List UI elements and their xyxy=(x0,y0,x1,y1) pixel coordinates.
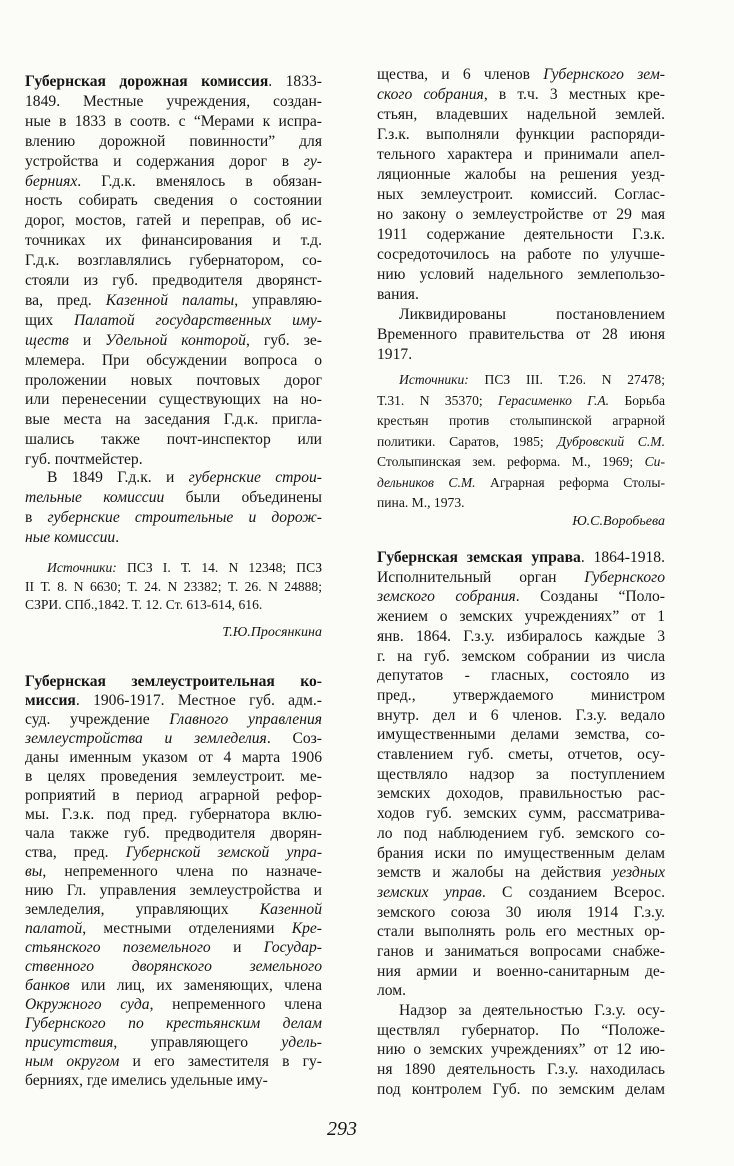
text-line xyxy=(377,725,665,745)
sources-line xyxy=(377,452,665,472)
text-span: ществлял губернатор. По “Положе- xyxy=(377,1021,665,1039)
page-number: 293 xyxy=(327,1118,357,1140)
text-span: даны именным указом от 4 марта 1906 xyxy=(25,749,322,766)
text-line xyxy=(25,152,322,172)
text-span: депутатов - гласных, состояло из xyxy=(377,667,665,685)
text-line xyxy=(25,881,322,901)
text-line xyxy=(25,331,322,351)
text-line xyxy=(25,1071,322,1091)
text-span: нию Гл. управления землеустройства и xyxy=(25,882,322,899)
text-line xyxy=(25,172,322,192)
text-span: под контролем Губ. по земским делам xyxy=(377,1080,665,1098)
text-span: ганов и заниматься вопросами снабже- xyxy=(377,943,665,960)
text-span: были объединены xyxy=(164,489,322,506)
text-span: 1911 содержание деятельности Г.з.к. xyxy=(377,226,665,243)
text-line xyxy=(377,922,665,942)
sources-line xyxy=(25,595,322,615)
text-line xyxy=(25,672,322,692)
text-line xyxy=(377,627,665,647)
text-span: . 1833- xyxy=(268,73,322,90)
text-span: и xyxy=(210,939,264,956)
text-span: устройства и содержания дорог в xyxy=(25,152,304,170)
italic-text: дельников С.М. xyxy=(377,474,476,490)
text-span: ло под наблюдением губ. земского со- xyxy=(377,824,665,842)
text-line xyxy=(377,784,665,804)
text-line xyxy=(399,1001,665,1021)
text-line xyxy=(25,291,322,311)
text-line xyxy=(377,962,665,982)
text-span: брания иски по имущественным делам xyxy=(377,844,665,862)
italic-text: ным округом xyxy=(25,1053,120,1070)
text-line xyxy=(377,1021,665,1041)
text-line xyxy=(25,371,322,391)
italic-text: палатой xyxy=(25,920,83,937)
italic-text: уездных xyxy=(612,864,665,882)
text-span: земских доходов, правильностью рас- xyxy=(377,785,665,803)
text-span: ства, пред. xyxy=(25,844,126,861)
text-span: сосредоточилось на работе по улучше- xyxy=(377,246,665,263)
text-span: губ. почтмейстер. xyxy=(25,451,143,469)
article-title: миссия xyxy=(25,692,76,709)
text-span: имущественными делами земства, со- xyxy=(377,726,665,744)
sources-line xyxy=(377,432,665,452)
text-span: нию о земских учреждениях” от 12 ию- xyxy=(377,1041,665,1059)
text-span: , непременного члена по назначе- xyxy=(42,863,322,880)
text-span: стали выполнять роль его местных ор- xyxy=(377,923,665,941)
text-line xyxy=(25,691,322,711)
text-line xyxy=(377,225,665,245)
text-span: ходов губ. земских сумм, рассматрива- xyxy=(377,805,665,823)
text-line xyxy=(25,710,322,730)
text-span: млемера. При обсуждении вопроса о xyxy=(25,351,322,369)
italic-text: ществ xyxy=(25,331,69,349)
text-line xyxy=(377,145,665,165)
text-span: пред., утверждаемого министром xyxy=(377,686,665,704)
text-line xyxy=(25,92,322,112)
text-span: , управляющего xyxy=(113,1034,282,1051)
text-line xyxy=(25,824,322,844)
text-line xyxy=(25,1052,322,1072)
article-title: Губернская дорожная комиссия xyxy=(25,73,269,90)
sources-line xyxy=(377,411,665,431)
text-line xyxy=(25,729,322,749)
text-span: . Созданы “Поло- xyxy=(515,588,666,606)
italic-text: губернские строительные и дорож- xyxy=(47,509,322,526)
italic-text: Источники: xyxy=(399,372,469,387)
text-span: . С созданием Всерос. xyxy=(481,883,665,901)
italic-text: земского собрания xyxy=(377,588,516,606)
text-span: вания. xyxy=(377,286,419,303)
text-line xyxy=(25,805,322,825)
text-span: ня 1890 деятельность Г.з.у. находилась xyxy=(377,1061,665,1079)
italic-text: Кре- xyxy=(291,920,322,937)
text-line xyxy=(377,325,665,345)
italic-text: удель- xyxy=(281,1034,322,1051)
sources-line xyxy=(377,473,665,493)
text-span: II Т. 8. N 6630; Т. 24. N 23382; Т. 26. N 24888; xyxy=(25,578,322,594)
article-author xyxy=(377,512,665,532)
text-span: тельного характера и принимали апел- xyxy=(377,146,665,163)
text-span: щих xyxy=(25,311,74,329)
text-span: стояли из губ. предводителя дворянст- xyxy=(25,272,322,289)
italic-text: берниях xyxy=(25,172,78,190)
italic-text: ственного дворянского земельного xyxy=(25,958,322,975)
sources-line xyxy=(25,577,322,597)
text-span: . 1864-1918. xyxy=(580,549,665,566)
text-span: роприятий в период аграрной рефор- xyxy=(25,787,322,804)
text-line xyxy=(25,132,322,152)
text-span: шались также почт-инспектор или xyxy=(25,431,322,449)
text-line xyxy=(377,568,665,588)
text-line xyxy=(377,548,665,568)
italic-text: Си- xyxy=(644,454,665,469)
text-span: точниках их финансирования и т.д. xyxy=(25,232,322,250)
text-span: , в т.ч. 3 местных кре- xyxy=(483,86,665,103)
text-span: Надзор за деятельностью Г.з.у. осу- xyxy=(399,1002,665,1019)
text-line xyxy=(377,1040,665,1060)
italic-text: губернские строи- xyxy=(188,469,322,486)
text-span: стьян, владевших надельной землей. xyxy=(377,106,665,123)
text-line xyxy=(25,488,322,508)
text-span: земледелия, управляющих xyxy=(25,901,260,918)
italic-text: Палатой государственных иму- xyxy=(73,311,322,329)
text-span: и его заместителя в гу- xyxy=(119,1053,322,1070)
text-line xyxy=(377,245,665,265)
text-line xyxy=(377,863,665,883)
text-span: ставлением губ. сметы, отчетов, осу- xyxy=(377,746,665,763)
article-title: Губернская земская управа xyxy=(377,549,581,566)
text-span: г. на губ. земском собрании из числа xyxy=(377,647,665,665)
text-line xyxy=(377,706,665,726)
text-line xyxy=(377,942,665,962)
text-span: лом. xyxy=(377,982,407,1000)
text-line xyxy=(25,311,322,331)
text-span: или перенесении существующих на но- xyxy=(25,391,322,409)
text-line xyxy=(377,1080,665,1100)
text-span: , местными отделениями xyxy=(82,920,292,937)
italic-text: Герасименко Г.А. xyxy=(498,392,610,408)
text-span: ПСЗ I. Т. 14. N 12348; ПСЗ xyxy=(116,560,322,575)
text-line xyxy=(25,191,322,211)
text-span: в целях проведения землеустроит. ме- xyxy=(25,768,322,785)
sources-line xyxy=(377,493,665,513)
text-line xyxy=(25,786,322,806)
text-line xyxy=(377,345,665,365)
text-line xyxy=(377,165,665,185)
text-line xyxy=(25,748,322,768)
text-span: Исполнительный орган xyxy=(377,568,585,586)
italic-text: Губернского по крестьянским делам xyxy=(25,1015,322,1032)
text-line xyxy=(25,919,322,939)
text-span: земств и жалобы на действия xyxy=(377,864,613,882)
text-line xyxy=(377,686,665,706)
text-span: Т.Ю.Просянкина xyxy=(222,625,322,640)
text-line xyxy=(377,844,665,864)
text-line xyxy=(25,938,322,958)
text-line xyxy=(25,72,322,92)
text-span: Столыпинская зем. реформа. М., 1969; xyxy=(377,454,645,469)
italic-text: Государ- xyxy=(263,939,322,956)
text-line xyxy=(25,112,322,132)
text-span: внутр. дел и 6 членов. Г.з.у. ведало xyxy=(377,706,665,724)
article-title: Губернская землеустроительная ко- xyxy=(25,673,322,690)
text-span: янв. 1864. Г.з.у. избиралось каждые 3 xyxy=(377,627,665,645)
text-span: крестьян против столыпинской аграрной xyxy=(377,413,665,428)
text-line xyxy=(47,468,322,488)
text-line xyxy=(25,508,322,528)
text-span: 1917. xyxy=(377,346,413,363)
text-line xyxy=(25,351,322,371)
text-line xyxy=(25,862,322,882)
text-span: ляционные жалобы на решения уезд- xyxy=(377,166,665,183)
text-line xyxy=(25,995,322,1015)
text-span: ПСЗ III. Т.26. N 27478; xyxy=(468,372,665,387)
text-span: ные в 1833 в соотв. с “Мерами к испра- xyxy=(25,112,322,130)
text-line xyxy=(377,765,665,785)
text-span: но закону о землеустройстве от 29 мая xyxy=(377,206,665,223)
text-line xyxy=(25,976,322,996)
sources-line xyxy=(47,558,322,578)
text-line xyxy=(377,607,665,627)
italic-text: вы xyxy=(25,863,43,880)
text-span: Ликвидированы постановлением xyxy=(399,306,665,323)
text-line xyxy=(25,843,322,863)
text-line xyxy=(25,900,322,920)
text-span: . xyxy=(115,529,120,546)
text-span: 1849. Местные учреждения, создан- xyxy=(25,92,322,110)
text-span: чала также губ. предводителя дворян- xyxy=(25,825,322,842)
text-line xyxy=(377,65,665,85)
text-span: . Г.д.к. вменялось в обязан- xyxy=(77,172,322,190)
text-span: влению дорожной повинности” для xyxy=(25,132,322,150)
text-line xyxy=(25,1014,322,1034)
italic-text: присутствия xyxy=(25,1034,114,1051)
text-span: Г.д.к. возглавлялись губернатором, со- xyxy=(25,252,322,270)
text-line xyxy=(377,745,665,765)
text-line xyxy=(25,231,322,251)
text-line xyxy=(25,211,322,231)
text-span: Аграрная реформа Столы- xyxy=(475,474,665,490)
text-span: Г.з.к. выполняли функции распоряди- xyxy=(377,126,665,143)
text-span: или лиц, их заменяющих, члена xyxy=(69,977,322,994)
text-line xyxy=(25,271,322,291)
text-span: жением о земских учреждениях” от 1 xyxy=(377,608,665,626)
text-span: суд. учреждение xyxy=(25,711,170,728)
sources-line xyxy=(377,391,665,411)
text-line xyxy=(377,265,665,285)
sources-line xyxy=(399,370,665,390)
text-line xyxy=(377,804,665,824)
text-span: проложении новых почтовых дорог xyxy=(25,371,322,389)
text-span: Т.31. N 35370; xyxy=(377,392,499,408)
text-span: пина. М., 1973. xyxy=(377,495,465,510)
italic-text: Губернской земской упра- xyxy=(125,844,323,861)
italic-text: Дубровский С.М. xyxy=(557,433,665,449)
text-span: земского союза 30 июля 1914 Г.з.у. xyxy=(377,903,665,921)
text-span: ных землеустроит. комиссий. Соглас- xyxy=(377,186,665,203)
italic-text: тельные комиссии xyxy=(25,489,165,506)
text-line xyxy=(25,430,322,450)
italic-text: Губернского xyxy=(584,568,665,586)
article-author xyxy=(25,623,322,643)
text-span: вые места на заседания Г.д.к. пригла- xyxy=(25,411,322,429)
text-line xyxy=(25,528,322,548)
text-span: Ю.С.Воробьева xyxy=(572,514,665,529)
text-line xyxy=(25,957,322,977)
text-line xyxy=(377,185,665,205)
text-span: ва, пред. xyxy=(25,291,106,309)
text-span: , губ. зе- xyxy=(245,331,322,349)
text-line xyxy=(377,903,665,923)
text-line xyxy=(25,251,322,271)
text-line xyxy=(377,105,665,125)
text-span: мы. Г.з.к. под пред. губернатора вклю- xyxy=(25,806,322,823)
italic-text: Окружного суда xyxy=(25,996,150,1013)
italic-text: Главного управления xyxy=(169,711,322,728)
italic-text: землеустройства и земледелия xyxy=(25,730,267,747)
italic-text: Казенной палаты xyxy=(105,291,235,309)
text-line xyxy=(25,767,322,787)
text-span: . 1906-1917. Местное губ. адм.- xyxy=(75,692,322,709)
text-line xyxy=(25,1033,322,1053)
text-span: ния армии и военно-санитарным де- xyxy=(377,962,665,980)
text-span: Временного правительства от 28 июня xyxy=(377,326,665,343)
text-span: дорог, мостов, гатей и переправ, об ис- xyxy=(25,212,322,230)
italic-text: ского собрания xyxy=(377,86,484,103)
text-span: ществляло надзор за поступлением xyxy=(377,765,665,783)
text-span: в xyxy=(25,509,48,526)
text-span: , непременного члена xyxy=(149,996,322,1013)
text-line xyxy=(377,824,665,844)
text-line xyxy=(377,883,665,903)
text-line xyxy=(377,981,665,1001)
italic-text: Казенной xyxy=(259,901,322,918)
italic-text: стьянского поземельного xyxy=(25,939,211,956)
italic-text: Удельной конторой xyxy=(105,331,246,349)
text-line xyxy=(377,666,665,686)
text-span: В 1849 Г.д.к. и xyxy=(47,469,189,486)
text-line xyxy=(377,587,665,607)
text-line xyxy=(377,205,665,225)
text-line xyxy=(25,390,322,410)
italic-text: Губернского зем- xyxy=(543,66,665,83)
text-span: . Соз- xyxy=(266,730,322,747)
text-span: ность собирать сведения о состоянии xyxy=(25,192,322,210)
italic-text: ные комиссии xyxy=(25,529,116,546)
text-span: Борьба xyxy=(609,392,665,408)
italic-text: земских управ xyxy=(377,883,482,901)
text-span: , управляю- xyxy=(234,291,322,309)
text-line xyxy=(377,647,665,667)
text-span: политики. Саратов, 1985; xyxy=(377,433,558,449)
italic-text: гу- xyxy=(303,152,322,170)
text-line xyxy=(377,285,665,305)
text-line xyxy=(377,85,665,105)
text-span: и xyxy=(68,331,106,349)
text-line xyxy=(25,410,322,430)
text-span: берниях, где имелись удельные иму- xyxy=(25,1072,268,1089)
text-line xyxy=(377,125,665,145)
text-line xyxy=(377,1060,665,1080)
italic-text: банков xyxy=(25,977,70,994)
text-span: СЗРИ. СПб.,1842. Т. 12. Ст. 613-614, 616. xyxy=(25,597,263,612)
italic-text: Источники: xyxy=(47,560,117,575)
text-span: щества, и 6 членов xyxy=(377,66,544,83)
text-span: нию условий надельного землепользо- xyxy=(377,266,665,283)
text-line xyxy=(399,305,665,325)
